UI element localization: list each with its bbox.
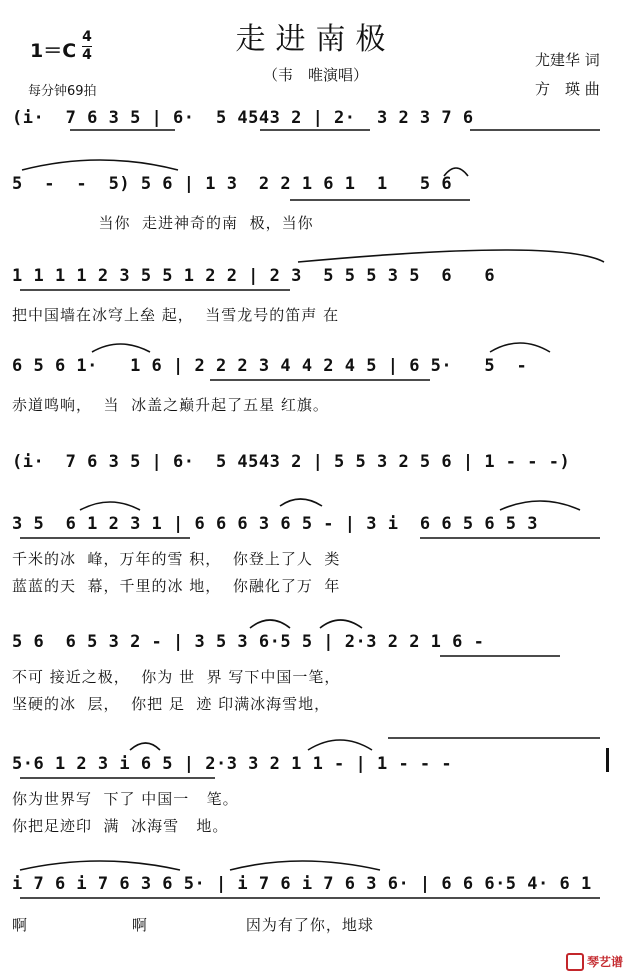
slur [22,160,178,170]
tempo-marking: 每分钟69拍 [28,84,97,99]
lyric-line: 把中国墙在冰穹上垒 起， 当雪龙号的笛声 在 [12,306,340,324]
time-numerator: 4 [82,29,92,45]
lyric-line-verse-2: 坚硬的冰 层， 你把 足 迹 印满冰海雪地， [12,695,331,713]
slur [444,168,468,176]
notation-line: (i· 7 6 3 5 | 6· 5 4543 2 | 2· 3 2 3 7 6 [12,108,474,128]
slur [230,861,380,870]
slur [320,620,362,628]
final-barline [606,748,609,772]
key-signature: 1＝C [30,40,77,62]
song-title: 走进南极 [235,22,396,57]
lyric-line: 啊 啊 因为有了你，地球 [12,916,374,934]
notation-line: 6 5 6 1· 1 6 | 2 2 2 3 4 4 2 4 5 | 6 5· 5 - [12,356,528,376]
notation-line: 1 1 1 1 2 3 5 5 1 2 2 | 2 3 5 5 5 3 5 6 6 [12,266,496,286]
notation-line: 3 5 6 1 2 3 1 | 6 6 6 3 6 5 - | 3 i 6 6 5 6 5 3 [12,514,539,534]
slur [308,740,372,750]
lyric-line-verse-1: 千米的冰 峰，万年的雪 积， 你登上了人 类 [12,550,341,568]
lyric-line: 当你 走进神奇的南 极，当你 [12,214,314,232]
lyric-line: 赤道鸣响， 当 冰盖之巅升起了五星 红旗。 [12,396,329,414]
watermark-text: 琴艺谱 [586,954,623,969]
slur [130,743,160,750]
composer: 方 瑛 曲 [535,80,600,98]
lyric-line-verse-1: 你为世界写 下了 中国一 笔。 [12,790,239,808]
lyric-line-verse-2: 蓝蓝的天 幕，千里的冰 地， 你融化了万 年 [12,577,341,595]
lyricist: 尤建华 词 [535,51,600,69]
notation-line: i 7 6 i 7 6 3 6 5· | i 7 6 i 7 6 3 6· | 6 6 6·5 4· 6 1 [12,874,592,894]
logo-icon [566,953,584,971]
slur [298,250,604,262]
slur [500,501,580,510]
lyric-line-verse-1: 不可 接近之极， 你为 世 界 写下中国一笔， [12,668,341,686]
watermark-logo [566,953,623,972]
slur [250,620,290,628]
notation-line: 5 6 6 5 3 2 - | 3 5 3 6·5 5 | 2·3 2 2 1 6 - [12,632,485,652]
slur [490,343,550,352]
slur [20,861,180,870]
notation-line: 5 - - 5) 5 6 | 1 3 2 2 1 6 1 1 5 6 [12,174,453,194]
lyric-line-verse-2: 你把足迹印 满 冰海雪 地。 [12,817,229,835]
slur [280,499,322,506]
notation-line: (i· 7 6 3 5 | 6· 5 4543 2 | 5 5 3 2 5 6 | 1 - - -) [12,452,571,472]
singer-credit: （韦 唯演唱） [262,66,368,84]
notation-line: 5·6 1 2 3 i 6 5 | 2·3 3 2 1 1 - | 1 - - - [12,754,453,774]
slur [80,502,140,510]
time-denominator: 4 [82,47,92,63]
slur [92,344,150,352]
